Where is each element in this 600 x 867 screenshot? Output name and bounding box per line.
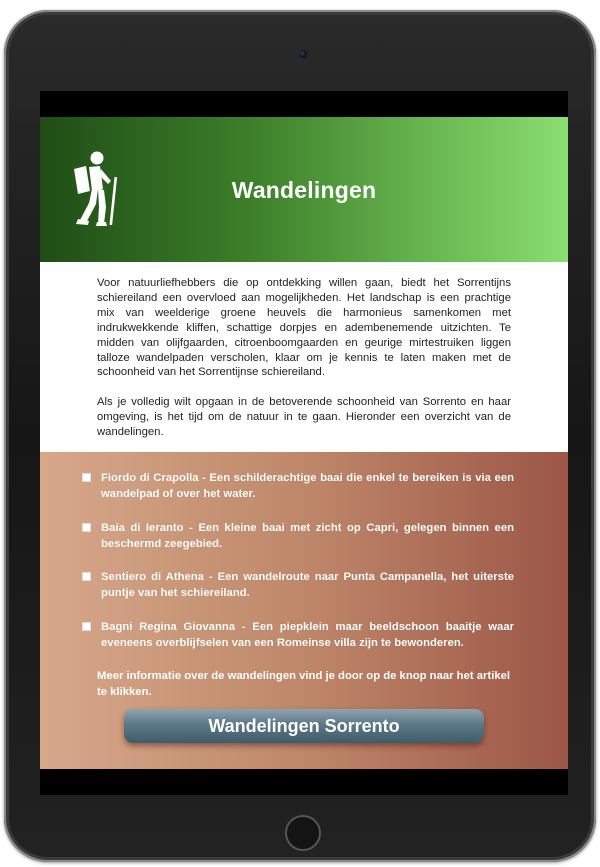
home-button[interactable] xyxy=(285,815,321,851)
more-info-text: Meer informatie over de wandelingen vind je door op de knop naar het artikel te klikken. xyxy=(97,670,511,698)
tablet-frame xyxy=(4,10,596,862)
bullet-square-icon xyxy=(82,622,91,631)
list-item xyxy=(82,471,514,502)
screen xyxy=(40,91,568,795)
camera-dot xyxy=(299,50,307,58)
list-item xyxy=(82,620,514,651)
bullet-square-icon xyxy=(82,523,91,532)
list-item xyxy=(82,521,514,552)
walk-text: Fiordo di Crapolla - Een schilderachtige baai die enkel te bereiken is via een wandelpad of over het water. xyxy=(101,472,514,500)
page-title: Wandelingen xyxy=(231,177,377,203)
list-item xyxy=(82,570,514,601)
bullet-square-icon xyxy=(82,572,91,581)
walks-section xyxy=(40,452,568,769)
walk-text: Baia di Ieranto - Een kleine baai met zicht op Capri, gelegen binnen een beschermd zeegebied. xyxy=(101,522,514,550)
bullet-square-icon xyxy=(82,473,91,482)
intro-paragraph-2: Als je volledig wilt opgaan in de betoverende schoonheid van Sorrento en haar omgeving, is het tijd om de natuur in te gaan. Hieronder een overzicht van de wandelingen. xyxy=(97,396,511,438)
header-banner xyxy=(40,117,568,262)
walk-text: Bagni Regina Giovanna - Een piepklein maar beeldschoon baaitje waar eveneens overblijfselen van een Romeinse villa zijn te bewonderen. xyxy=(101,621,514,649)
intro-paragraph-1: Voor natuurliefhebbers die op ontdekking willen gaan, biedt het Sorrentijns schiereiland een overvloed aan mogelijkheden. Het landschap is een prachtige mix van weelderige groene heuvels die harmonieus samenkomen met indrukwekkende kliffen, schattige dorpjes en adembenemende uitzichten. Te midden van olijfgaarden, citroenboomgaarden en geurige mirtestruiken liggen talloze wandelpaden verscholen, klaar om je kennis te laten maken met de schoonheid van het Sorrentijnse schiereiland. xyxy=(97,277,511,379)
intro-section xyxy=(40,262,568,452)
walks-sorrento-button[interactable]: Wandelingen Sorrento xyxy=(124,709,484,743)
walk-text: Sentiero di Athena - Een wandelroute naar Punta Campanella, het uiterste puntje van het schiereiland. xyxy=(101,571,514,599)
